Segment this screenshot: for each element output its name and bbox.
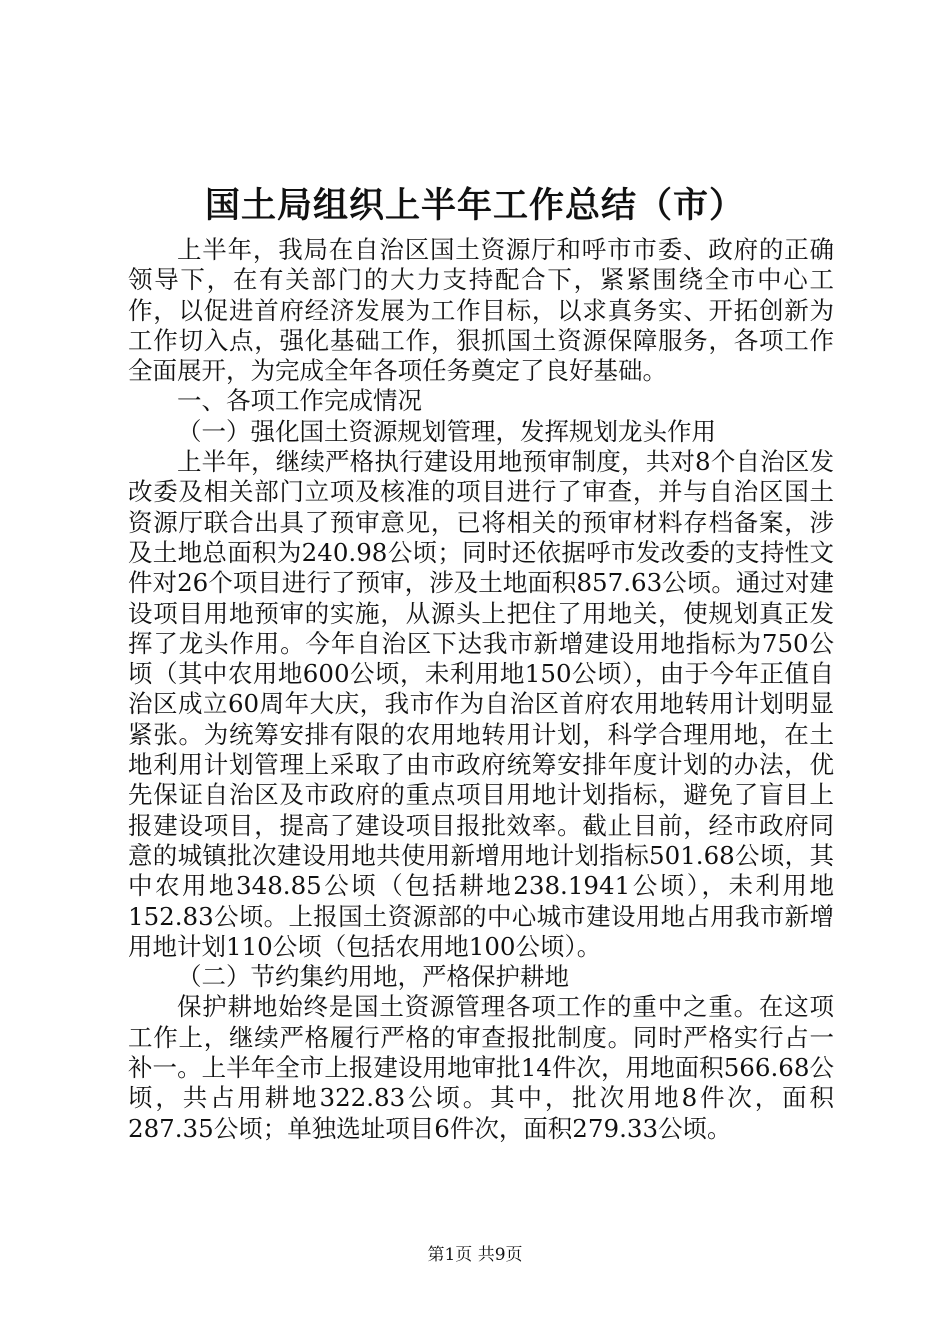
body-paragraph-2: 保护耕地始终是国土资源管理各项工作的重中之重。在这项工作上，继续严格履行严格的审查报批制度。同时严格实行占一补一。上半年全市上报建设用地审批14件次，用地面积566.68公顷，共占用耕地322.83公顷。其中，批次用地8件次，面积287.35公顷；单独选址项目6件次，面积279.33公顷。: [128, 992, 834, 1143]
subsection-heading-2: （二）节约集约用地，严格保护耕地: [177, 962, 569, 992]
body-paragraph-1: 上半年，继续严格执行建设用地预审制度，共对8个自治区发改委及相关部门立项及核准的项目进行了审查，并与自治区国土资源厅联合出具了预审意见，已将相关的预审材料存档备案，涉及土地总面积为240.98公顷；同时还依据呼市发改委的支持性文件对26个项目进行了预审，涉及土地面积857.63公顷。通过对建设项目用地预审的实施，从源头上把住了用地关，使规划真正发挥了龙头作用。今年自治区下达我市新增建设用地指标为750公顷（其中农用地600公顷，未利用地150公顷），由于今年正值自治区成立60周年大庆，我市作为自治区首府农用地转用计划明显紧张。为统筹安排有限的农用地转用计划，科学合理用地，在土地利用计划管理上采取了由市政府统筹安排年度计划的办法，优先保证自治区及市政府的重点项目用地计划指标，避免了盲目上报建设项目，提高了建设项目报批效率。截止目前，经市政府同意的城镇批次建设用地共使用新增用地计划指标501.68公顷，其中农用地348.85公顷（包括耕地238.1941公顷），未利用地152.83公顷。上报国土资源部的中心城市建设用地占用我市新增用地计划110公顷（包括农用地100公顷）。: [128, 447, 834, 961]
document-title: 国土局组织上半年工作总结（市）: [204, 186, 745, 226]
page-number-footer: 第1页 共9页: [427, 1245, 523, 1265]
document-body: [128, 235, 834, 1144]
subsection-heading-1: （一）强化国土资源规划管理，发挥规划龙头作用: [177, 416, 716, 446]
intro-paragraph: 上半年，我局在自治区国土资源厅和呼市市委、政府的正确领导下，在有关部门的大力支持配合下，紧紧围绕全市中心工作，以促进首府经济发展为工作目标，以求真务实、开拓创新为工作切入点，强化基础工作，狠抓国土资源保障服务，各项工作全面展开，为完成全年各项任务奠定了良好基础。: [128, 235, 834, 386]
section-heading: 一、各项工作完成情况: [177, 386, 422, 416]
